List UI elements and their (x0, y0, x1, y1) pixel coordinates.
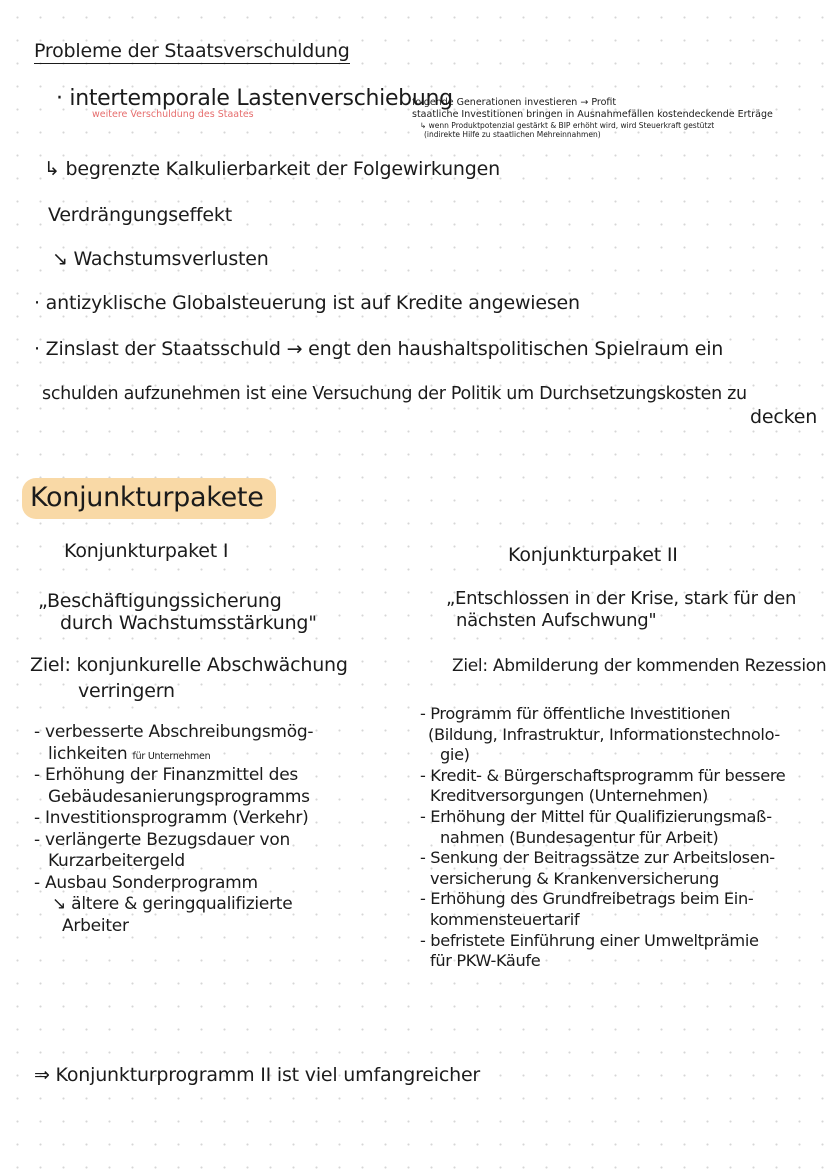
section-title-konjunkturpakete: Konjunkturpakete (22, 478, 276, 519)
list-item: kommensteuertarif (430, 909, 580, 929)
list-item: - Investitionsprogramm (Verkehr) (34, 808, 309, 828)
page-title: Probleme der Staatsverschuldung (34, 40, 350, 62)
right-heading: Konjunkturpaket II (508, 544, 678, 566)
list-item: - Kredit- & Bürgerschaftsprogramm für bessere (420, 765, 786, 785)
side-note-1: folgende Generationen investieren → Profit (412, 97, 617, 108)
list-item: - verlängerte Bezugsdauer von (34, 829, 291, 850)
list-item: nahmen (Bundesagentur für Arbeit) (440, 827, 719, 847)
conclusion: ⇒ Konjunkturprogramm II ist viel umfangreicher (34, 1064, 481, 1086)
point-versuchung: schulden aufzunehmen ist eine Versuchung der Politik um Durchsetzungskosten zu (42, 384, 747, 404)
list-item: Arbeiter (62, 915, 129, 936)
point-lastenverschiebung: · intertemporale Lastenverschiebung (56, 86, 453, 111)
side-note-2: staatliche Investitionen bringen in Ausnahmefällen kostendeckende Erträge (412, 109, 773, 120)
left-ziel-1: Ziel: konjunkurelle Abschwächung (30, 654, 348, 676)
point-wachstumsverlusten: ↘ Wachstumsverlusten (52, 248, 269, 270)
list-item: für PKW-Käufe (430, 951, 541, 971)
list-item: versicherung & Krankenversicherung (430, 868, 719, 888)
list-item: Kreditversorgungen (Unternehmen) (430, 786, 709, 806)
list-item: (Bildung, Infrastruktur, Informationstechnolo- (428, 724, 780, 744)
point-globalsteuerung: · antizyklische Globalsteuerung ist auf Kredite angewiesen (34, 292, 580, 314)
left-quote-1: „Beschäftigungssicherung (38, 590, 282, 612)
list-item: - Erhöhung des Grundfreibetrags beim Ein- (420, 889, 754, 909)
left-quote-2: durch Wachstumsstärkung" (60, 612, 317, 634)
left-heading: Konjunkturpaket I (64, 540, 229, 562)
list-item: ↘ ältere & geringqualifizierte (52, 894, 293, 914)
point-lastenverschiebung-note: weitere Verschuldung des Staates (92, 109, 254, 120)
side-note-3: ↳ wenn Produktpotenzial gestärkt & BIP erhöht wird, wird Steuerkraft gestützt (420, 121, 715, 130)
list-item: Gebäudesanierungsprogramms (48, 786, 310, 807)
right-measures-list (420, 704, 785, 972)
list-item-note: für Unternehmen (132, 750, 211, 762)
right-quote-2: nächsten Aufschwung" (456, 610, 657, 631)
left-ziel-2: verringern (78, 680, 175, 702)
list-item: - befristete Einführung einer Umweltprämie (420, 930, 759, 950)
right-quote-1: „Entschlossen in der Krise, stark für den (446, 588, 797, 609)
list-item: - Senkung der Beitragssätze zur Arbeitslosen- (420, 848, 775, 868)
point-versuchung-cont: decken (750, 406, 818, 428)
list-item: - Ausbau Sonderprogramm (34, 872, 258, 893)
list-item: - Programm für öffentliche Investitionen (420, 704, 731, 723)
right-ziel: Ziel: Abmilderung der kommenden Rezession (452, 656, 827, 676)
point-verdraengungseffekt: Verdrängungseffekt (48, 204, 232, 226)
point-kalkulierbarkeit: ↳ begrenzte Kalkulierbarkeit der Folgewirkungen (44, 158, 500, 180)
list-item: - verbesserte Abschreibungsmög- (34, 722, 314, 742)
list-item: - Erhöhung der Finanzmittel des (34, 765, 299, 785)
list-item: Kurzarbeitergeld (48, 851, 185, 871)
list-item: gie) (440, 745, 470, 765)
list-item: lichkeiten (48, 743, 128, 764)
list-item: - Erhöhung der Mittel für Qualifizierungsmaß- (420, 806, 772, 826)
side-note-4: (indirekte Hilfe zu staatlichen Mehreinnahmen) (424, 130, 601, 139)
left-measures-list (34, 722, 313, 937)
point-zinslast: · Zinslast der Staatsschuld → engt den haushaltspolitischen Spielraum ein (34, 338, 724, 360)
